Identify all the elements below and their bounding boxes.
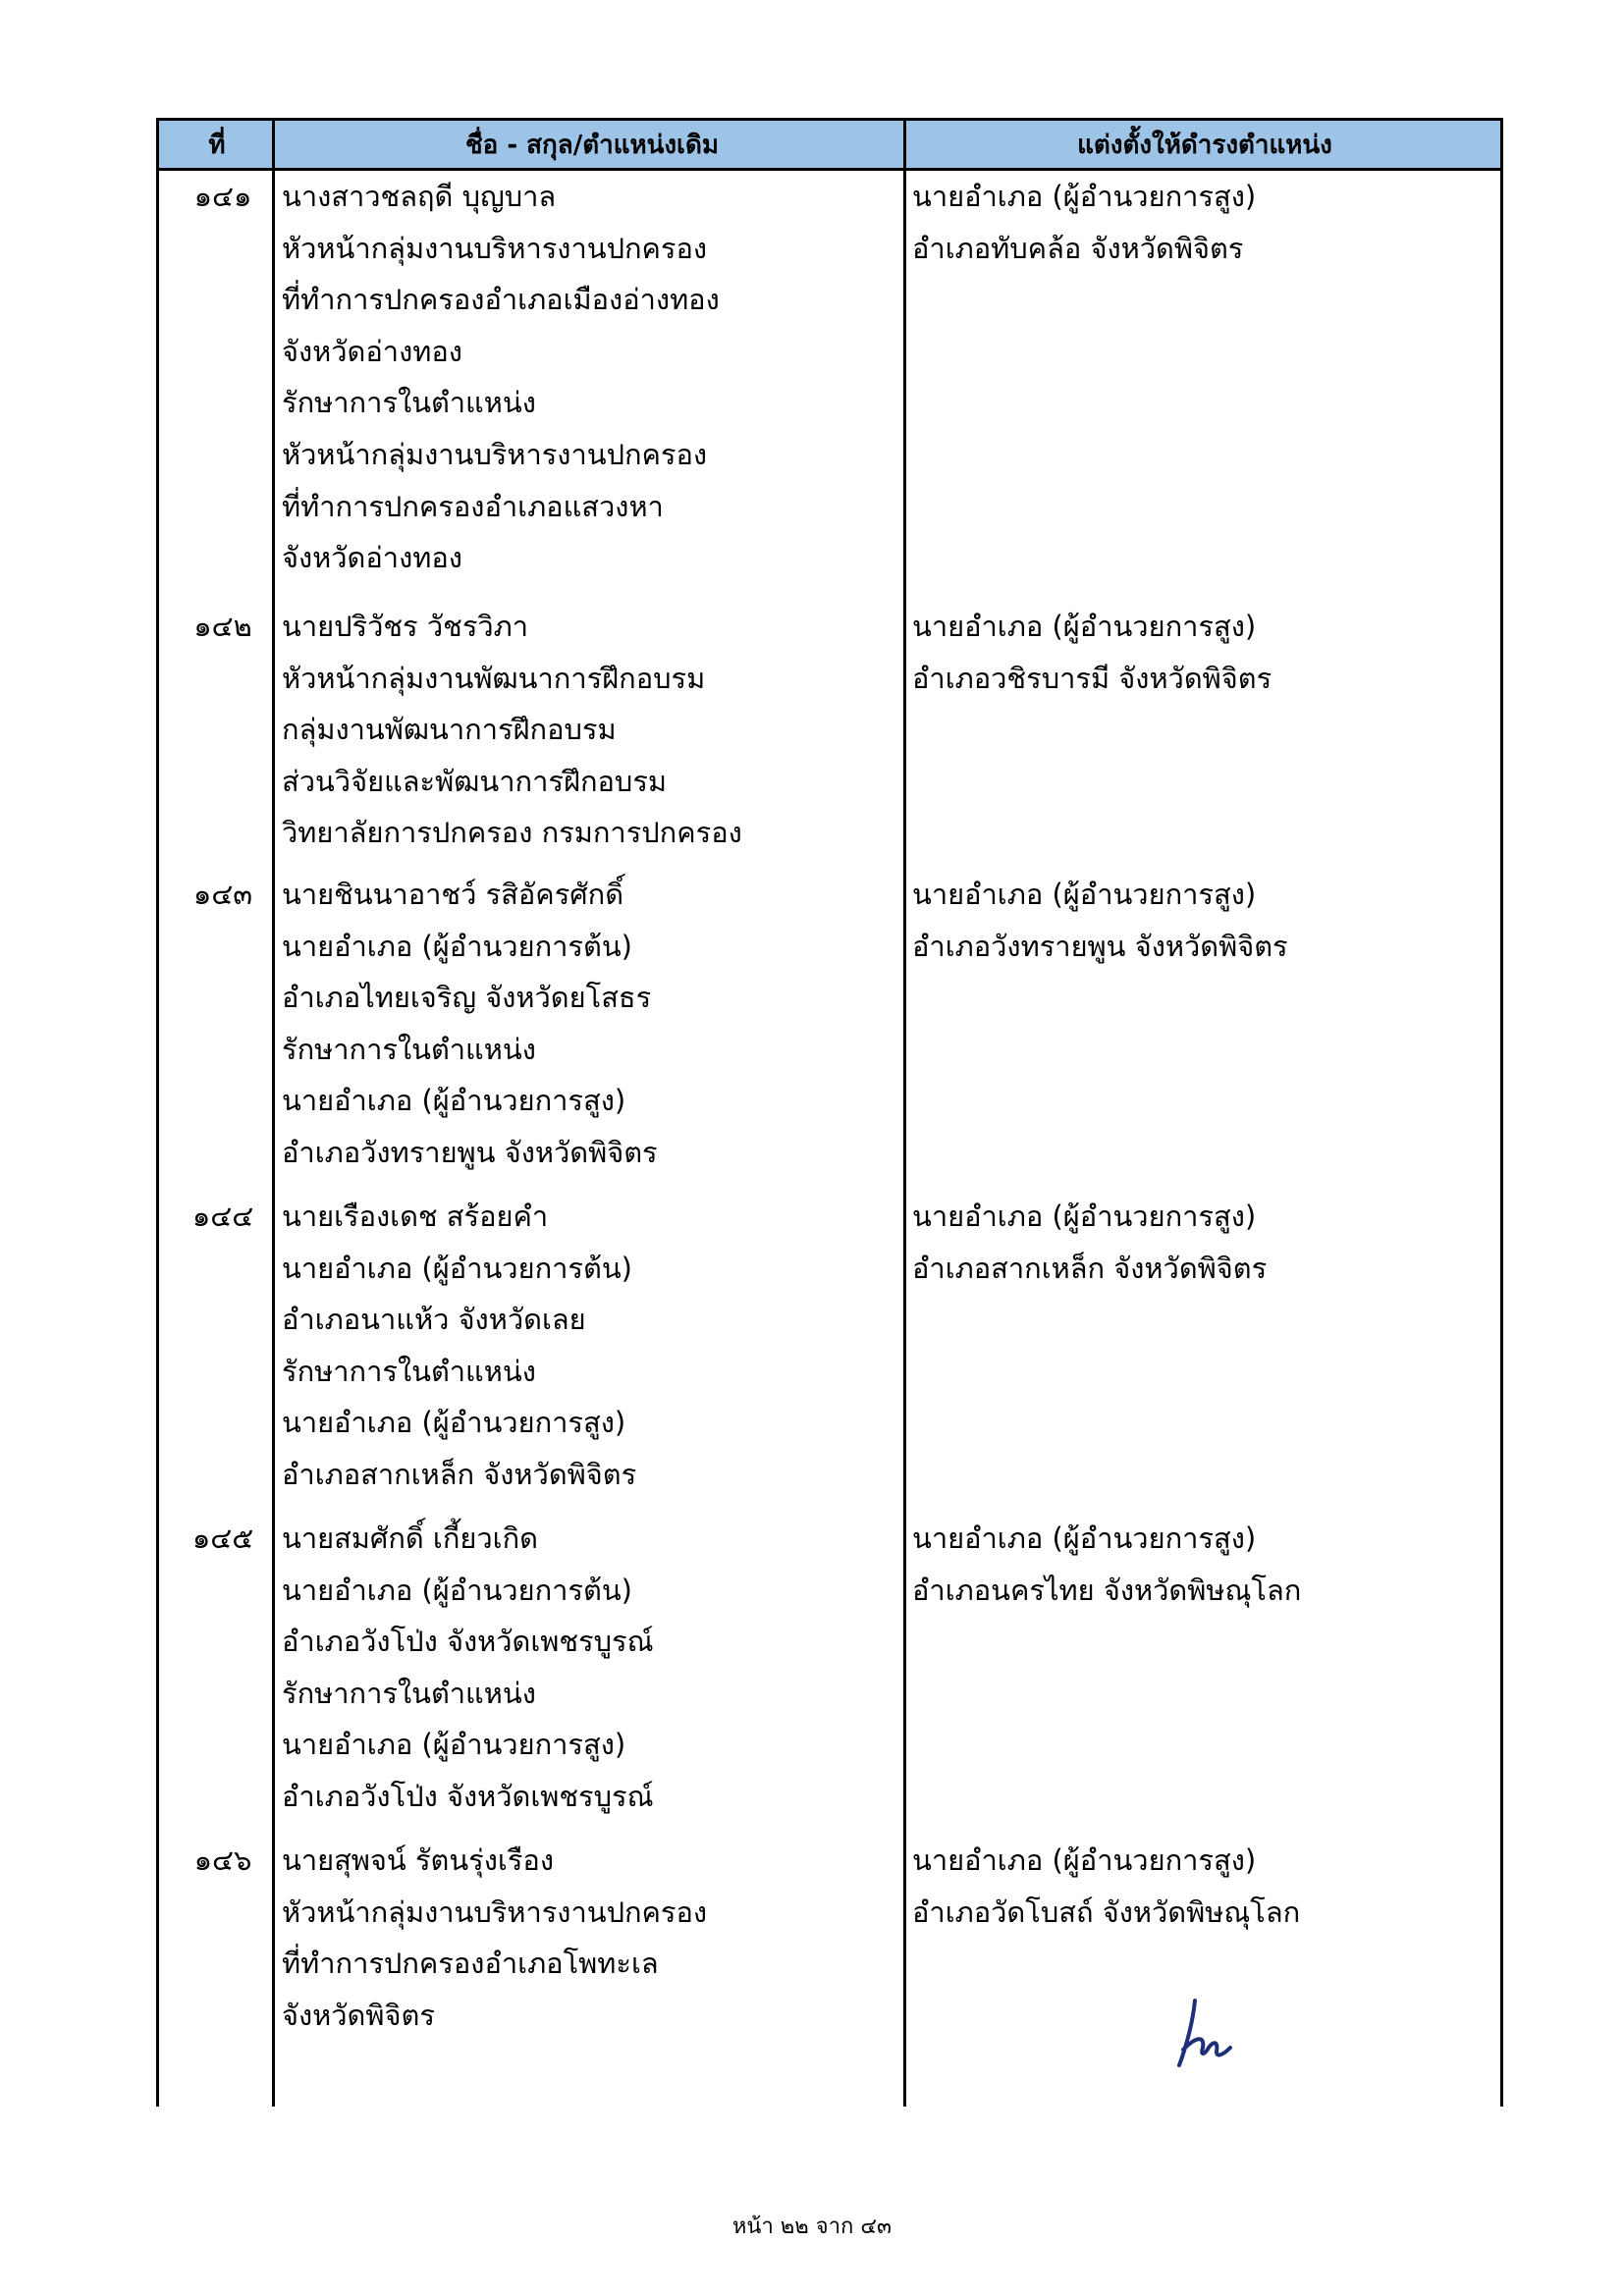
text-line: รักษาการในตำแหน่ง bbox=[282, 386, 536, 420]
new-position-cell bbox=[912, 869, 1491, 972]
header-no: ที่ bbox=[208, 130, 226, 160]
table-border-left bbox=[156, 118, 159, 2107]
text-line: อำเภอไทยเจริญ จังหวัดยโสธร bbox=[282, 981, 652, 1015]
text-line: อำเภอวัดโบสถ์ จังหวัดพิษณุโลก bbox=[912, 1895, 1301, 1929]
new-position-cell bbox=[912, 171, 1491, 274]
text-line: อำเภอสากเหล็ก จังหวัดพิจิตร bbox=[912, 1251, 1268, 1285]
table-header bbox=[156, 118, 1503, 171]
text-line: นางสาวชลฤดี บุญบาล bbox=[282, 180, 557, 213]
text-line: นายเรืองเดช สร้อยคำ bbox=[282, 1200, 549, 1233]
text-line: อำเภอทับคล้อ จังหวัดพิจิตร bbox=[912, 231, 1244, 265]
row-number: ๑๔๒ bbox=[193, 610, 252, 643]
old-position-cell bbox=[282, 171, 900, 584]
text-line: อำเภอนาแห้ว จังหวัดเลย bbox=[282, 1303, 586, 1337]
new-position-cell bbox=[912, 601, 1491, 704]
signature-mark bbox=[1173, 1993, 1242, 2071]
text-line: นายอำเภอ (ผู้อำนวยการสูง) bbox=[912, 1843, 1257, 1877]
text-line: หัวหน้ากลุ่มงานบริหารงานปกครอง bbox=[282, 231, 708, 265]
text-line: ที่ทำการปกครองอำเภอโพทะเล bbox=[282, 1947, 659, 1981]
new-position-cell bbox=[912, 1191, 1491, 1294]
column-divider-1 bbox=[272, 118, 275, 2107]
text-line: นายอำเภอ (ผู้อำนวยการสูง) bbox=[912, 1200, 1257, 1233]
text-line: หัวหน้ากลุ่มงานบริหารงานปกครอง bbox=[282, 1895, 708, 1929]
page-number: หน้า ๒๒ จาก ๔๓ bbox=[731, 2215, 893, 2239]
text-line: นายอำเภอ (ผู้อำนวยการสูง) bbox=[912, 878, 1257, 911]
text-line: อำเภอสากเหล็ก จังหวัดพิจิตร bbox=[282, 1457, 637, 1491]
text-line: นายอำเภอ (ผู้อำนวยการสูง) bbox=[282, 1728, 626, 1762]
old-position-cell bbox=[282, 1835, 900, 2041]
appointment-table bbox=[156, 118, 1503, 2107]
text-line: นายชินนาอาชว์ รสิอัครศักดิ์ bbox=[282, 878, 624, 911]
text-line: นายอำเภอ (ผู้อำนวยการสูง) bbox=[282, 1084, 626, 1118]
old-position-cell bbox=[282, 1513, 900, 1823]
new-position-cell bbox=[912, 1513, 1491, 1616]
row-number: ๑๔๓ bbox=[192, 878, 253, 911]
text-line: นายปริวัชร วัชรวิภา bbox=[282, 610, 529, 643]
text-line: กลุ่มงานพัฒนาการฝึกอบรม bbox=[282, 713, 617, 747]
text-line: นายอำเภอ (ผู้อำนวยการสูง) bbox=[912, 1522, 1257, 1555]
row-number: ๑๔๔ bbox=[191, 1200, 254, 1233]
text-line: อำเภอวังโป่ง จังหวัดเพชรบูรณ์ bbox=[282, 1779, 654, 1813]
text-line: หัวหน้ากลุ่มงานพัฒนาการฝึกอบรม bbox=[282, 661, 706, 695]
text-line: นายอำเภอ (ผู้อำนวยการต้น) bbox=[282, 1251, 632, 1285]
text-line: จังหวัดอ่างทอง bbox=[282, 334, 462, 368]
text-line: ส่วนวิจัยและพัฒนาการฝึกอบรม bbox=[282, 764, 668, 798]
row-number: ๑๔๑ bbox=[193, 180, 252, 213]
text-line: อำเภอวังทรายพูน จังหวัดพิจิตร bbox=[282, 1135, 658, 1169]
header-name-old-position: ชื่อ - สกุล/ตำแหน่งเดิม bbox=[465, 130, 719, 160]
text-line: รักษาการในตำแหน่ง bbox=[282, 1032, 536, 1066]
column-divider-2 bbox=[903, 118, 906, 2107]
text-line: วิทยาลัยการปกครอง กรมการปกครอง bbox=[282, 816, 742, 850]
text-line: นายอำเภอ (ผู้อำนวยการต้น) bbox=[282, 929, 632, 963]
text-line: จังหวัดพิจิตร bbox=[282, 1998, 435, 2032]
text-line: อำเภอวังโป่ง จังหวัดเพชรบูรณ์ bbox=[282, 1625, 654, 1659]
row-number: ๑๔๖ bbox=[193, 1843, 252, 1877]
old-position-cell bbox=[282, 601, 900, 859]
text-line: นายอำเภอ (ผู้อำนวยการต้น) bbox=[282, 1573, 632, 1607]
text-line: หัวหน้ากลุ่มงานบริหารงานปกครอง bbox=[282, 437, 708, 471]
text-line: รักษาการในตำแหน่ง bbox=[282, 1676, 536, 1710]
text-line: รักษาการในตำแหน่ง bbox=[282, 1354, 536, 1388]
header-new-position: แต่งตั้งให้ดำรงตำแหน่ง bbox=[1077, 130, 1332, 160]
table-border-right bbox=[1500, 118, 1503, 2107]
text-line: นายสุพจน์ รัตนรุ่งเรือง bbox=[282, 1843, 554, 1877]
text-line: นายอำเภอ (ผู้อำนวยการสูง) bbox=[282, 1406, 626, 1440]
old-position-cell bbox=[282, 1191, 900, 1501]
text-line: อำเภอวังทรายพูน จังหวัดพิจิตร bbox=[912, 929, 1288, 963]
text-line: จังหวัดอ่างทอง bbox=[282, 541, 462, 575]
text-line: นายอำเภอ (ผู้อำนวยการสูง) bbox=[912, 610, 1257, 643]
row-number: ๑๔๕ bbox=[191, 1522, 254, 1555]
old-position-cell bbox=[282, 869, 900, 1179]
text-line: อำเภอนครไทย จังหวัดพิษณุโลก bbox=[912, 1573, 1302, 1607]
text-line: นายสมศักดิ์ เกี้ยวเกิด bbox=[282, 1522, 538, 1555]
new-position-cell bbox=[912, 1835, 1491, 1938]
text-line: ที่ทำการปกครองอำเภอแสวงหา bbox=[282, 489, 664, 523]
text-line: ที่ทำการปกครองอำเภอเมืองอ่างทอง bbox=[282, 283, 720, 317]
text-line: นายอำเภอ (ผู้อำนวยการสูง) bbox=[912, 180, 1257, 213]
text-line: อำเภอวชิรบารมี จังหวัดพิจิตร bbox=[912, 661, 1272, 695]
